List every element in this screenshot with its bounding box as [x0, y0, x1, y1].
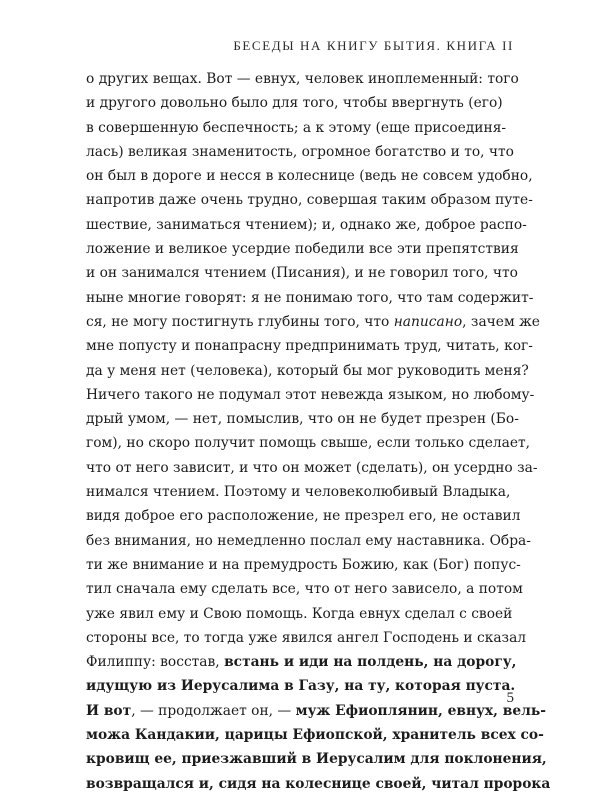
text-line-with-quote — [86, 674, 522, 698]
text-fragment: , зачем же — [462, 313, 540, 330]
text-line: и другого довольно было для того, чтобы ввергнуть (его) — [86, 95, 503, 112]
text-line-with-italic — [86, 310, 540, 334]
scripture-quote: идущую из Иерусалима в Газу, на ту, которая пуста. — [86, 678, 516, 695]
text-line: стороны все, то тогда уже явился ангел Господень и сказал — [86, 629, 527, 646]
text-line: без внимания, но немедленно послал ему наставника. Обра- — [86, 532, 531, 549]
text-fragment: ся, не могу постигнуть глубины того, что — [86, 313, 394, 330]
page-number: 5 — [506, 690, 514, 706]
scripture-quote: можа Кандакии, царицы Ефиопской, хранитель всех со- — [86, 727, 544, 744]
body-text — [86, 67, 551, 796]
text-line: гом), но скоро получит помощь свыше, если только сделает, — [86, 435, 531, 452]
text-line: ложение и великое усердие победили все эти препятствия — [86, 241, 519, 258]
text-line: дрый умом, — нет, помыслив, что он не будет презрен (Бо- — [86, 411, 519, 428]
text-line: что от него зависит, и что он может (сделать), он усердно за- — [86, 459, 538, 476]
scripture-quote: муж Ефиоплянин, евнух, вель- — [295, 702, 546, 719]
text-fragment: , — продолжает он, — — [131, 702, 296, 719]
text-line: в совершенную беспечность; а к этому (еще присоединя- — [86, 119, 507, 136]
text-line-with-quote — [86, 650, 522, 674]
scripture-quote: встань и иди на полдень, на дорогу, — [224, 654, 517, 671]
text-line: нимался чтением. Поэтому и человеколюбивый Владыка, — [86, 484, 511, 501]
text-line: и он занимался чтением (Писания), и не говорил того, что — [86, 265, 518, 282]
text-line: о других вещах. Вот — евнух, человек иноплеменный: того — [86, 71, 519, 87]
text-line: ныне многие говорят: я не понимаю того, что там содержит- — [86, 289, 534, 306]
text-line-with-quote — [86, 747, 547, 771]
text-line: напротив даже очень трудно, совершая таким образом путе- — [86, 192, 533, 209]
text-line: шествие, заниматься чтением); и, однако же, доброе распо- — [86, 216, 527, 233]
text-line: ти же внимание и на премудрость Божию, как (Бог) попус- — [86, 556, 521, 573]
text-line: Ничего такого не подумал этот невежда языком, но любому- — [86, 386, 535, 403]
scripture-quote: кровищ ее, приезжавший в Иерусалим для поклонения, — [86, 751, 547, 768]
text-line: тил сначала ему сделать все, что от него зависело, а потом — [86, 581, 523, 598]
text-line: видя доброе его расположение, не презрел его, не оставил — [86, 508, 521, 525]
text-line: мне попусту и понапрасну предпринимать труд, читать, ког- — [86, 338, 533, 355]
text-line: уже явил ему и Свою помощь. Когда евнух сделал с своей — [86, 605, 513, 622]
text-line: он был в дороге и несся в колеснице (ведь не совсем удобно, — [86, 168, 533, 185]
text-line-with-quote — [86, 723, 544, 747]
text-fragment: Филиппу: восстав, — [86, 654, 225, 671]
scripture-quote: И вот — [86, 702, 132, 719]
running-header: БЕСЕДЫ НА КНИГУ БЫТИЯ. КНИГА II — [233, 38, 514, 53]
text-line-with-quote — [86, 772, 551, 796]
text-line: лась) великая знаменитость, огромное богатство и то, что — [86, 143, 514, 160]
italic-word: написано — [393, 313, 463, 330]
scripture-quote: возвращался и, сидя на колеснице своей, читал пророка — [86, 775, 551, 792]
text-line-with-quote — [86, 699, 546, 723]
text-line: да у меня нет (человека), который бы мог руководить меня? — [86, 362, 529, 379]
